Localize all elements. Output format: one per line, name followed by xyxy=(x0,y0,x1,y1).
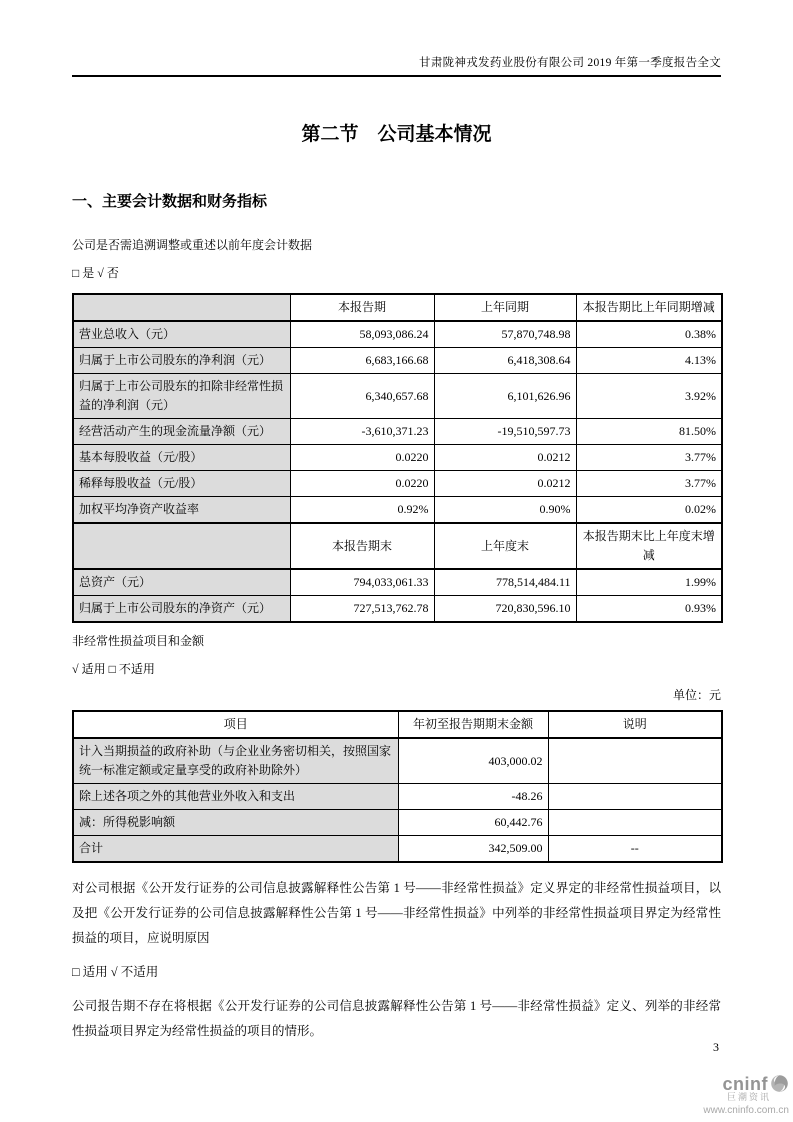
cell-value xyxy=(548,784,722,810)
cell-value xyxy=(548,810,722,836)
table-row xyxy=(73,569,722,596)
table-row xyxy=(73,321,722,348)
table-row xyxy=(73,374,722,419)
row-label: 合计 xyxy=(73,836,398,863)
cell-value: -- xyxy=(548,836,722,863)
row-label: 加权平均净资产收益率 xyxy=(73,497,290,524)
cell-value: 60,442.76 xyxy=(398,810,548,836)
header-cell: 项目 xyxy=(73,711,398,738)
cell-value: 6,101,626.96 xyxy=(434,374,576,419)
cell-value: 0.0220 xyxy=(290,445,434,471)
header-cell: 上年度末 xyxy=(434,523,576,569)
cell-value: 1.99% xyxy=(576,569,722,596)
cninfo-wordmark: cninf xyxy=(722,1073,768,1094)
table-row xyxy=(73,784,722,810)
cell-value: 720,830,596.10 xyxy=(434,596,576,623)
cell-value: 342,509.00 xyxy=(398,836,548,863)
cell-value: 0.02% xyxy=(576,497,722,524)
cell-value: 0.0212 xyxy=(434,471,576,497)
header-cell: 年初至报告期期末金额 xyxy=(398,711,548,738)
non-recurring-title: 非经常性损益项目和金额 xyxy=(72,634,205,648)
cell-value: 794,033,061.33 xyxy=(290,569,434,596)
cninfo-logo xyxy=(679,1074,789,1117)
applicable-line-1: √ 适用 □ 不适用 xyxy=(72,662,155,676)
restatement-question: 公司是否需追溯调整或重述以前年度会计数据 xyxy=(72,238,313,252)
restatement-answer: □ 是 √ 否 xyxy=(72,266,119,280)
cell-value: 0.93% xyxy=(576,596,722,623)
cell-value: 727,513,762.78 xyxy=(290,596,434,623)
cninfo-chinese-name: 巨潮资讯 xyxy=(726,1092,771,1102)
unit-label: 单位：元 xyxy=(672,688,721,702)
cell-value: 0.38% xyxy=(576,321,722,348)
header-cell: 本报告期 xyxy=(290,294,434,321)
table-row xyxy=(73,419,722,445)
cell-value: 778,514,484.11 xyxy=(434,569,576,596)
cell-value: 0.90% xyxy=(434,497,576,524)
table-row xyxy=(73,836,722,863)
section-heading-main-indicators: 一、主要会计数据和财务指标 xyxy=(72,194,268,210)
header-cell: 上年同期 xyxy=(434,294,576,321)
page-number: 3 xyxy=(713,1040,719,1054)
cninfo-url: www.cninfo.com.cn xyxy=(703,1105,789,1116)
cell-value: 6,340,657.68 xyxy=(290,374,434,419)
header-cell: 本报告期末比上年度末增减 xyxy=(576,523,722,569)
cninfo-swirl-icon xyxy=(770,1074,789,1093)
key-financials-table xyxy=(72,293,723,623)
row-label: 基本每股收益（元/股） xyxy=(73,445,290,471)
table-row xyxy=(73,596,722,623)
cell-value: 58,093,086.24 xyxy=(290,321,434,348)
cell-value: 0.0212 xyxy=(434,445,576,471)
cell-value: 6,418,308.64 xyxy=(434,348,576,374)
header-cell: 说明 xyxy=(548,711,722,738)
row-label: 除上述各项之外的其他营业外收入和支出 xyxy=(73,784,398,810)
applicable-line-2: □ 适用 √ 不适用 xyxy=(72,965,159,979)
header-cell xyxy=(73,294,290,321)
row-label: 减：所得税影响额 xyxy=(73,810,398,836)
cell-value: 3.92% xyxy=(576,374,722,419)
page-title: 第二节 公司基本情况 xyxy=(301,124,492,145)
cell-value: 0.0220 xyxy=(290,471,434,497)
cell-value: 81.50% xyxy=(576,419,722,445)
closing-paragraph: 公司报告期不存在将根据《公开发行证券的公司信息披露解释性公告第 1 号——非经常性损益》定义、列举的非经常性损益项目界定为经常性损益的项目的情形。 xyxy=(72,999,721,1038)
cell-value: 57,870,748.98 xyxy=(434,321,576,348)
cell-value xyxy=(548,738,722,784)
cell-value: 3.77% xyxy=(576,471,722,497)
row-label: 经营活动产生的现金流量净额（元） xyxy=(73,419,290,445)
table-row xyxy=(73,810,722,836)
non-recurring-items-table xyxy=(72,710,723,863)
row-label: 稀释每股收益（元/股） xyxy=(73,471,290,497)
row-label: 归属于上市公司股东的净资产（元） xyxy=(73,596,290,623)
table-row xyxy=(73,445,722,471)
cell-value: 4.13% xyxy=(576,348,722,374)
table-row xyxy=(73,738,722,784)
row-label: 总资产（元） xyxy=(73,569,290,596)
table-row xyxy=(73,348,722,374)
table-header-row xyxy=(73,294,722,321)
cell-value: -19,510,597.73 xyxy=(434,419,576,445)
report-header: 甘肃陇神戎发药业股份有限公司 2019 年第一季度报告全文 xyxy=(72,0,721,77)
table-row xyxy=(73,471,722,497)
table-row xyxy=(73,497,722,524)
cell-value: -3,610,371.23 xyxy=(290,419,434,445)
explanation-paragraph: 对公司根据《公开发行证券的公司信息披露解释性公告第 1 号——非经常性损益》定义界定的非经常性损益项目，以及把《公开发行证券的公司信息披露解释性公告第 1 号——非经常性损益》中列举的非经常性损益项目界定为经常性损益的项目，应说明原因 xyxy=(72,881,721,945)
table-header-row xyxy=(73,523,722,569)
header-cell xyxy=(73,523,290,569)
row-label: 归属于上市公司股东的扣除非经常性损益的净利润（元） xyxy=(73,374,290,419)
header-cell: 本报告期比上年同期增减 xyxy=(576,294,722,321)
cell-value: -48.26 xyxy=(398,784,548,810)
row-label: 归属于上市公司股东的净利润（元） xyxy=(73,348,290,374)
row-label: 计入当期损益的政府补助（与企业业务密切相关，按照国家统一标准定额或定量享受的政府补助除外） xyxy=(73,738,398,784)
cell-value: 403,000.02 xyxy=(398,738,548,784)
cell-value: 3.77% xyxy=(576,445,722,471)
cell-value: 6,683,166.68 xyxy=(290,348,434,374)
cell-value: 0.92% xyxy=(290,497,434,524)
row-label: 营业总收入（元） xyxy=(73,321,290,348)
table-header-row xyxy=(73,711,722,738)
header-cell: 本报告期末 xyxy=(290,523,434,569)
